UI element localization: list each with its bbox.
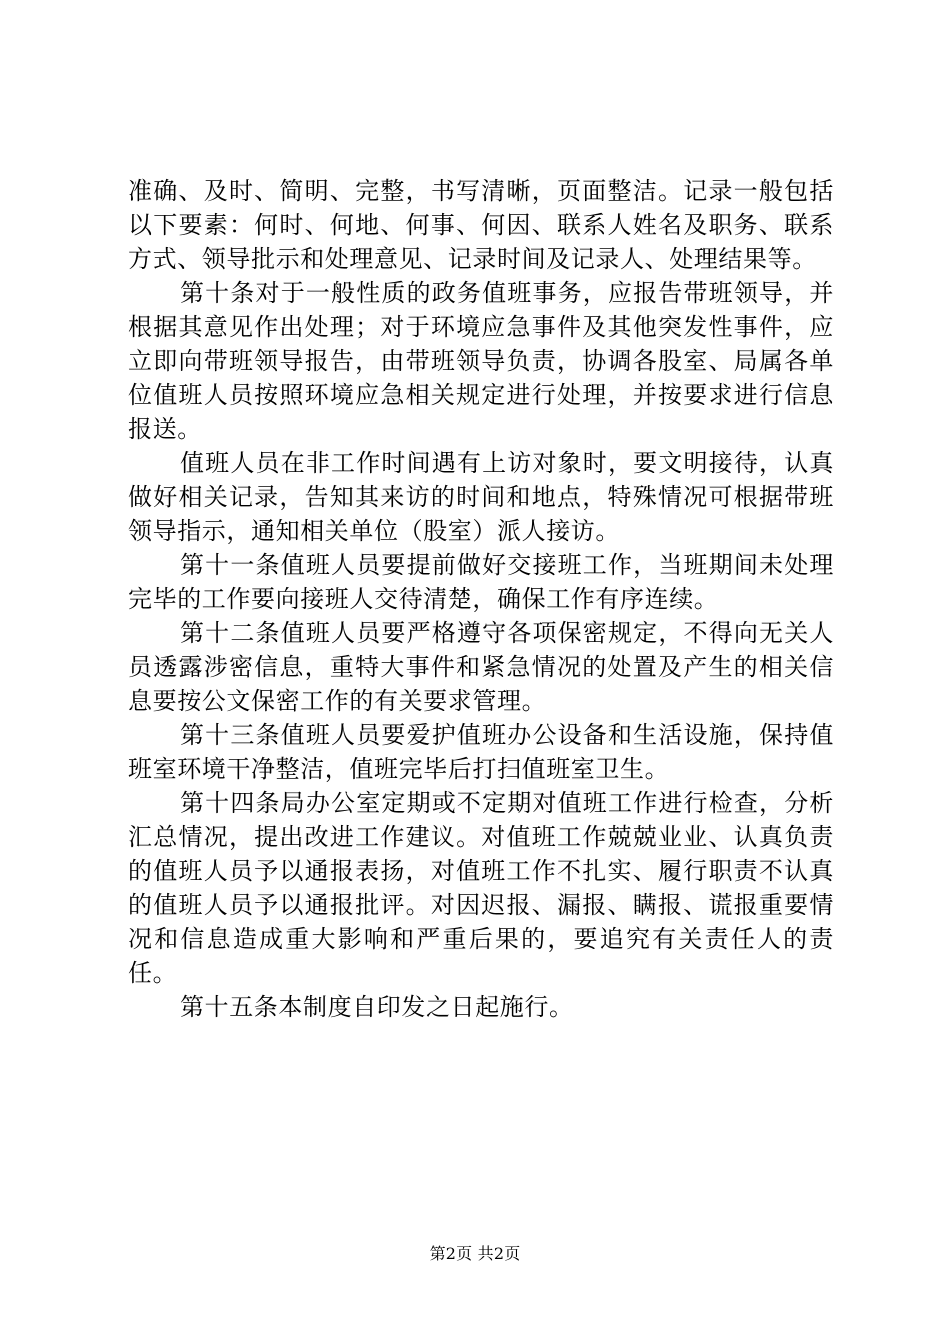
paragraph-visitor-reception: 值班人员在非工作时间遇有上访对象时，要文明接待，认真做好相关记录，告知其来访的时间和地点，特殊情况可根据带班领导指示，通知相关单位（股室）派人接访。	[128, 449, 834, 545]
paragraph-article-11: 第十一条值班人员要提前做好交接班工作，当班期间未处理完毕的工作要向接班人交待清楚，确保工作有序连续。	[128, 551, 834, 613]
paragraph-article-14: 第十四条局办公室定期或不定期对值班工作进行检查，分析汇总情况，提出改进工作建议。对值班工作兢兢业业、认真负责的值班人员予以通报表扬，对值班工作不扎实、履行职责不认真的值班人员予以通报批评。对因迟报、漏报、瞒报、谎报重要情况和信息造成重大影响和严重后果的，要追究有关责任人的责任。	[128, 789, 834, 987]
document-body	[128, 174, 834, 1024]
paragraph-continuation: 准确、及时、简明、完整，书写清晰，页面整洁。记录一般包括以下要素：何时、何地、何事、何因、联系人姓名及职务、联系方式、领导批示和处理意见、记录时间及记录人、处理结果等。	[128, 177, 834, 273]
page-number-footer: 第2页 共2页	[429, 1244, 521, 1263]
paragraph-article-13: 第十三条值班人员要爱护值班办公设备和生活设施，保持值班室环境干净整洁，值班完毕后打扫值班室卫生。	[128, 721, 834, 783]
paragraph-article-12: 第十二条值班人员要严格遵守各项保密规定，不得向无关人员透露涉密信息，重特大事件和紧急情况的处置及产生的相关信息要按公文保密工作的有关要求管理。	[128, 619, 834, 715]
paragraph-article-10: 第十条对于一般性质的政务值班事务，应报告带班领导，并根据其意见作出处理；对于环境应急事件及其他突发性事件，应立即向带班领导报告，由带班领导负责，协调各股室、局属各单位值班人员按照环境应急相关规定进行处理，并按要求进行信息报送。	[128, 279, 834, 443]
paragraph-article-15: 第十五条本制度自印发之日起施行。	[180, 993, 574, 1021]
